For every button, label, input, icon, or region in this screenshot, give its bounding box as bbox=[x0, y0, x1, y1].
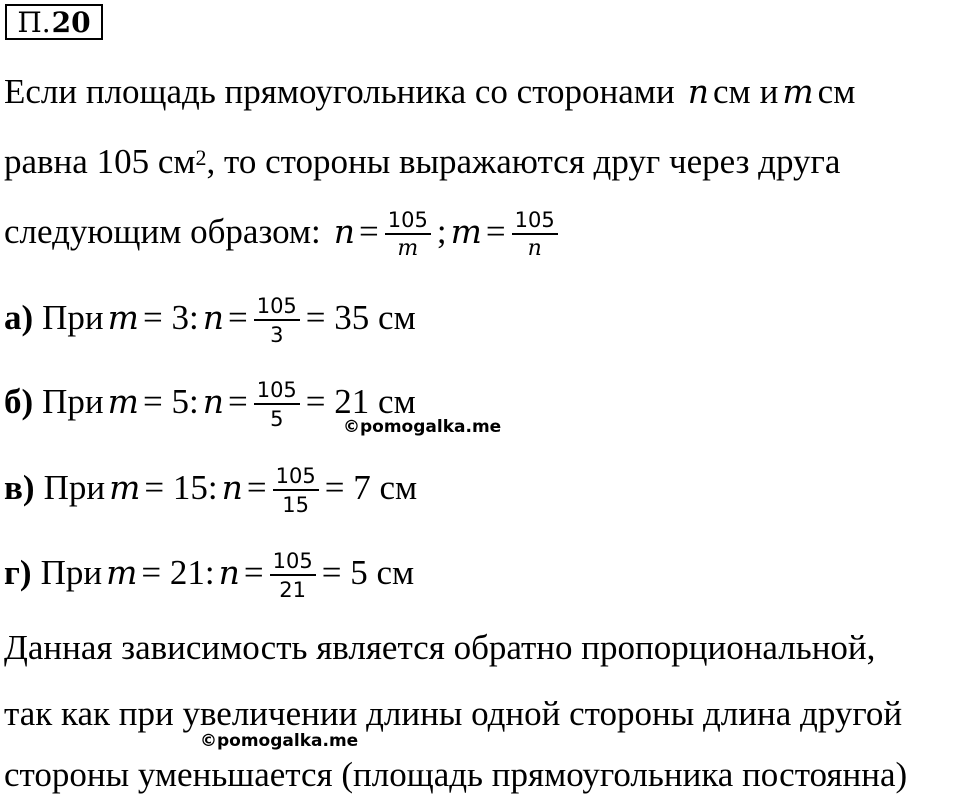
case-prefix: При bbox=[43, 468, 106, 507]
intro-line-2 bbox=[4, 140, 840, 184]
intro-text-continued: , то стороны выражаются друг через друга bbox=[206, 142, 841, 181]
case-g bbox=[4, 548, 415, 602]
fraction-denominator: 3 bbox=[270, 322, 284, 347]
fraction-numerator: 105 bbox=[256, 293, 297, 318]
variable-m: m bbox=[782, 72, 814, 111]
fraction-numerator: 105 bbox=[275, 463, 316, 488]
case-m-value: = 21: bbox=[141, 553, 215, 592]
variable-m: m bbox=[450, 212, 482, 251]
case-m-value: = 3: bbox=[142, 298, 199, 337]
variable-n: n bbox=[221, 468, 243, 507]
variable-n: n bbox=[202, 298, 224, 337]
variable-m: m bbox=[109, 468, 141, 507]
case-label: б) bbox=[4, 382, 34, 421]
watermark: ©pomogalka.me bbox=[200, 731, 359, 751]
fraction-denominator: 21 bbox=[279, 577, 307, 602]
case-result: = 7 см bbox=[324, 468, 418, 507]
case-fraction bbox=[254, 294, 300, 347]
fraction-denominator: m bbox=[397, 235, 419, 261]
case-m-value: = 15: bbox=[144, 468, 218, 507]
conclusion-line-2: так как при увеличении длины одной стороны длина другой bbox=[4, 694, 903, 733]
conjunction-and: и bbox=[759, 72, 779, 111]
fraction-numerator: 105 bbox=[387, 207, 428, 232]
fraction-denominator: n bbox=[527, 235, 542, 261]
fraction-denominator: 5 bbox=[270, 406, 284, 431]
variable-m: m bbox=[107, 382, 139, 421]
case-prefix: При bbox=[40, 553, 103, 592]
equals-sign: = bbox=[227, 298, 248, 337]
fraction-denominator: 15 bbox=[282, 492, 310, 517]
equals-sign: = bbox=[485, 212, 506, 251]
case-m-value: = 5: bbox=[142, 382, 199, 421]
variable-n: n bbox=[202, 382, 224, 421]
variable-n: n bbox=[333, 212, 356, 251]
intro-line-1 bbox=[4, 70, 855, 114]
equals-sign: = bbox=[246, 468, 267, 507]
fraction-numerator: 105 bbox=[514, 207, 555, 232]
case-v bbox=[4, 463, 418, 517]
unit-cm: см bbox=[712, 72, 751, 111]
square-superscript: 2 bbox=[195, 145, 207, 170]
case-a bbox=[4, 293, 416, 347]
case-prefix: При bbox=[42, 382, 104, 421]
variable-n: n bbox=[218, 553, 240, 592]
case-fraction bbox=[254, 378, 300, 431]
intro-text: Если площадь прямоугольника со сторонами bbox=[4, 72, 675, 111]
formula-intro-text: следующим образом: bbox=[4, 212, 321, 251]
variable-n: n bbox=[687, 72, 709, 111]
case-result: = 21 см bbox=[305, 382, 416, 421]
problem-number: 20 bbox=[51, 5, 91, 39]
unit-cm: см bbox=[817, 72, 856, 111]
equals-sign: = bbox=[359, 212, 379, 251]
case-label: г) bbox=[4, 553, 32, 592]
fraction-105-over-n bbox=[512, 208, 558, 261]
case-prefix: При bbox=[42, 298, 104, 337]
area-text: равна 105 см bbox=[4, 142, 196, 181]
fraction-105-over-m bbox=[385, 208, 431, 261]
case-label: а) bbox=[4, 298, 34, 337]
semicolon: ; bbox=[436, 212, 447, 251]
case-fraction bbox=[270, 549, 316, 602]
case-result: = 5 см bbox=[321, 553, 415, 592]
conclusion-line-3: стороны уменьшается (площадь прямоугольника постоянна) bbox=[4, 755, 908, 794]
equals-sign: = bbox=[227, 382, 248, 421]
case-label: в) bbox=[4, 468, 35, 507]
fraction-numerator: 105 bbox=[272, 548, 313, 573]
variable-m: m bbox=[106, 553, 138, 592]
fraction-numerator: 105 bbox=[256, 377, 297, 402]
equals-sign: = bbox=[243, 553, 264, 592]
case-result: = 35 см bbox=[305, 298, 416, 337]
variable-m: m bbox=[107, 298, 139, 337]
case-fraction bbox=[273, 464, 319, 517]
intro-line-3 bbox=[4, 207, 564, 261]
conclusion-line-1: Данная зависимость является обратно пропорциональной, bbox=[4, 628, 876, 667]
problem-number-badge bbox=[5, 4, 103, 40]
watermark: ©pomogalka.me bbox=[343, 417, 502, 437]
problem-prefix: П. bbox=[17, 5, 51, 39]
